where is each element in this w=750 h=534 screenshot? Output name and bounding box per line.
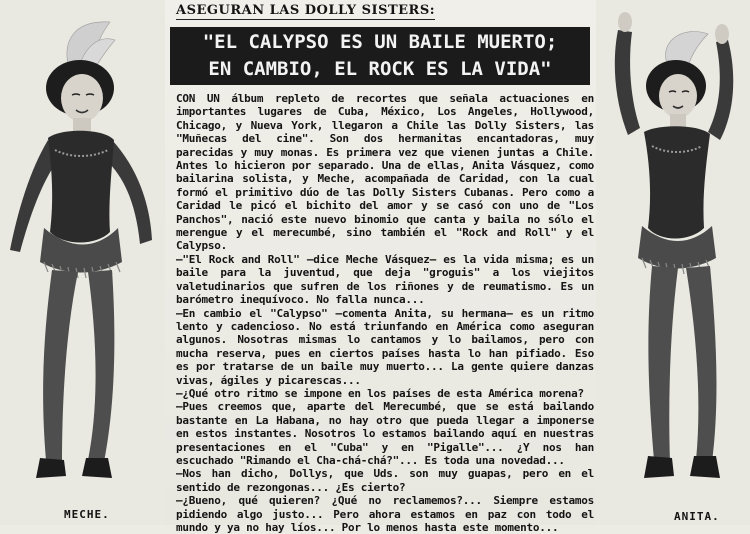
paragraph: —¿Bueno, qué quieren? ¿Qué no reclamemos?... Siempre estamos pidiendo algo justo... Pero ahora estamos en paz con todo el mundo y ya no hay líos... Por lo menos hasta este momento... <box>176 494 594 534</box>
paragraph: —Nos han dicho, Dollys, que Uds. son muy guapas, pero en el sentido de rezongonas... ¿Es cierto? <box>176 467 594 494</box>
paragraph: —¿Qué otro ritmo se impone en los países de esta América morena? <box>176 386 584 400</box>
paragraph: —"El Rock and Roll" —dice Meche Vásquez— es la vida misma; es un baile para la juventud, que deja "groguis" a los viejitos valetudinarios que sufren de los riñones y de reumatismo. Es un barómetro inequívoco. No falla nunca... <box>176 252 594 307</box>
headline-line-2: EN CAMBIO, EL ROCK ES LA VIDA" <box>208 58 552 80</box>
article-headline <box>170 27 590 85</box>
photo-meche <box>0 0 165 525</box>
paragraph: —En cambio el "Calypso" —comenta Anita, su hermana— es un ritmo lento y cadencioso. No está triunfando en América como aseguran algunos. Nosotras mismas lo cantamos y lo bailamos, pero con mucha reserva, pues en ciertos países hasta lo han pifiado. Eso es por tratarse de un baile muy muerto... La gente quiere danzas vivas, ágiles y picarescas... <box>176 306 594 387</box>
caption-meche: MECHE. <box>64 508 110 521</box>
article-body <box>176 92 594 534</box>
paragraph: —Pues creemos que, aparte del Merecumbé, que se está bailando bastante en La Habana, no hay otro que pueda llegar a imponerse en estos instantes. Nosotros lo estamos bailando aquí en nuestras presentaciones en el "Cuba" y en "Pigalle"... ¿Y nos han escuchado "Rimando el Cha-chá-chá?"... Es toda una novedad... <box>176 400 594 467</box>
headline-line-1: "EL CALYPSO ES UN BAILE MUERTO; <box>202 31 558 53</box>
caption-anita: ANITA. <box>674 510 720 523</box>
photo-anita <box>596 0 750 525</box>
paragraph: CON UN álbum repleto de recortes que señala actuaciones en importantes lugares de Cuba, México, Los Angeles, Hollywood, Chicago, y Nueva York, llegaron a Chile las Dolly Sisters, las "Muñecas del cine". Son dos hermanitas encantadoras, muy parecidas y muy monas. Es primera vez que vienen juntas a Chile. Antes lo hicieron por separado. Una de ellas, Anita Vásquez, como bailarina solista, y Meche, acompañada de Caridad, con la cual formó el primitivo dúo de las Dolly Sisters Cubanas. Pero como a Caridad le picó el bichito del amor y se casó con uno de "Los Panchos", nació este nuevo binomio que canta y baila no sólo el merengue y el merecumbé, sino también el "Rock and Roll" y el Calypso. <box>176 92 594 253</box>
article-kicker: ASEGURAN LAS DOLLY SISTERS: <box>176 3 436 18</box>
